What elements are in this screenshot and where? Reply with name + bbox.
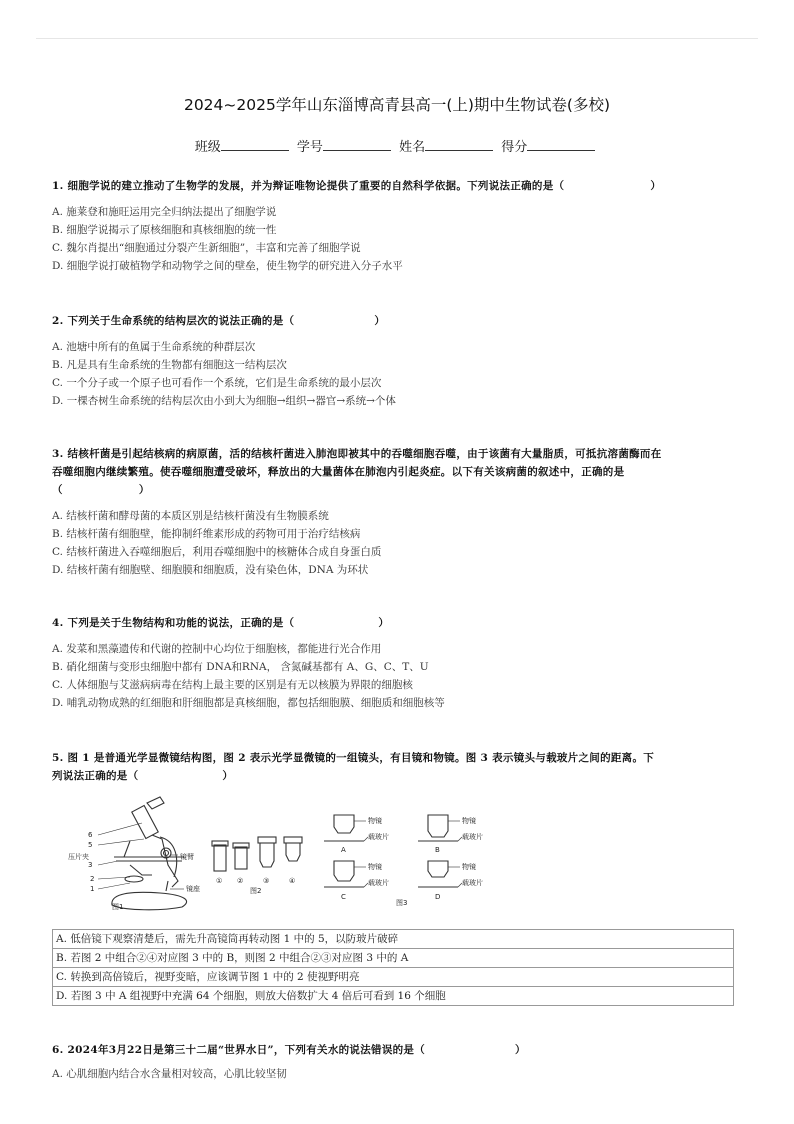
microscope-figures <box>52 795 742 923</box>
fig1-label: 压片夹 <box>68 853 89 861</box>
field-blank-class[interactable] <box>221 138 289 151</box>
fig3-label-a: A <box>341 846 346 854</box>
fig1-label: 镜座 <box>186 885 200 893</box>
question-stem-line-2: 吞噬细胞内继续繁殖。使吞噬细胞遭受破坏，释放出的大量菌体在肺泡内引起炎症。以下有关该病菌的叙述中，正确的是 <box>52 466 625 478</box>
question-3 <box>52 445 742 579</box>
option-c[interactable]: C. 结核杆菌进入吞噬细胞后，利用吞噬细胞中的核糖体合成自身蛋白质 <box>52 546 382 558</box>
field-blank-id[interactable] <box>323 138 391 151</box>
fig3-label-slide: 载玻片 <box>368 879 389 887</box>
fig2-label: ③ <box>263 877 270 885</box>
question-stem-line-3: （ ） <box>52 484 150 496</box>
question-stem: 4. 下列是关于生物结构和功能的说法，正确的是（ ） <box>52 617 390 629</box>
question-stem-line-1: 3. 结核杆菌是引起结核病的病原菌，活的结核杆菌进入肺泡即被其中的吞噬细胞吞噬，由于该菌有大量脂质，可抵抗溶菌酶而在 <box>52 448 662 460</box>
field-label-id: 学号 <box>296 140 323 155</box>
student-info-fields <box>0 136 794 155</box>
question-stem: 1. 细胞学说的建立推动了生物学的发展，并为辩证唯物论提供了重要的自然科学依据。下列说法正确的是（ ） <box>52 180 662 192</box>
question-stem: 2. 下列关于生命系统的结构层次的说法正确的是（ ） <box>52 315 386 327</box>
figure-1-microscope <box>112 797 187 910</box>
option-d[interactable]: D. 结核杆菌有细胞壁、细胞膜和细胞质，没有染色体，DNA 为环状 <box>52 564 369 576</box>
fig1-label: 1 <box>90 885 95 893</box>
question-stem-line-2: 列说法正确的是（ ） <box>52 770 234 782</box>
option-c[interactable]: C. 一个分子或一个原子也可看作一个系统，它们是生命系统的最小层次 <box>52 377 382 389</box>
page-title: 2024~2025学年山东淄博高青县高一(上)期中生物试卷(多校) <box>183 96 611 114</box>
option-c[interactable]: C. 转换到高倍镜后，视野变暗，应该调节图 1 中的 2 使视野明亮 <box>53 968 734 987</box>
question-2 <box>52 312 742 410</box>
fig3-label-c: C <box>341 893 346 901</box>
field-label-score: 得分 <box>501 140 528 155</box>
fig3-label-slide: 载玻片 <box>462 833 483 841</box>
fig3-caption: 图3 <box>396 899 408 907</box>
figure-3-labels <box>341 816 483 907</box>
option-d[interactable]: D. 一棵杏树生命系统的结构层次由小到大为细胞→组织→器官→系统→个体 <box>52 395 396 407</box>
fig2-label: ① <box>216 877 223 885</box>
field-blank-name[interactable] <box>425 138 493 151</box>
question-4 <box>52 614 742 712</box>
option-b[interactable]: B. 若图 2 中组合②④对应图 3 中的 B，则图 2 中组合②③对应图 3 中的 A <box>53 949 734 968</box>
question-stem: 6. 2024年3月22日是第三十二届“世界水日”，下列有关水的说法错误的是（ ） <box>52 1044 526 1056</box>
question-stem-line-1: 5. 图 1 是普通光学显微镜结构图，图 2 表示光学显微镜的一组镜头，有目镜和物镜。图 3 表示镜头与载玻片之间的距离。下 <box>52 752 655 764</box>
field-label-name: 姓名 <box>399 140 426 155</box>
option-d[interactable]: D. 细胞学说打破植物学和动物学之间的壁垒，使生物学的研究进入分子水平 <box>52 260 403 272</box>
option-a[interactable]: A. 结核杆菌和酵母菌的本质区别是结核杆菌没有生物膜系统 <box>52 510 329 522</box>
fig3-label-objective: 物镜 <box>368 817 382 825</box>
fig1-label: 3 <box>88 861 93 869</box>
fig3-label-objective: 物镜 <box>368 863 382 871</box>
fig2-caption: 图2 <box>250 887 262 895</box>
option-a[interactable]: A. 低倍镜下观察清楚后，需先升高镜筒再转动图 1 中的 5，以防玻片破碎 <box>53 930 734 949</box>
question-6 <box>52 1041 742 1083</box>
option-d[interactable]: D. 若图 3 中 A 组视野中充满 64 个细胞，则放大倍数扩大 4 倍后可看到 16 个细胞 <box>53 987 734 1006</box>
option-b[interactable]: B. 结核杆菌有细胞壁，能抑制纤维素形成的药物可用于治疗结核病 <box>52 528 361 540</box>
option-b[interactable]: B. 细胞学说揭示了原核细胞和真核细胞的统一性 <box>52 224 277 236</box>
fig3-label-objective: 物镜 <box>462 863 476 871</box>
option-a[interactable]: A. 施莱登和施旺运用完全归纳法提出了细胞学说 <box>52 206 277 218</box>
fig1-label: 6 <box>88 831 93 839</box>
option-a[interactable]: A. 池塘中所有的鱼属于生命系统的种群层次 <box>52 341 256 353</box>
top-divider <box>36 38 758 39</box>
option-b[interactable]: B. 硝化细菌与变形虫细胞中都有 DNA和RNA， 含氮碱基都有 A、G、C、T、U <box>52 661 429 673</box>
fig1-caption: 图1 <box>112 903 124 911</box>
question-5-options <box>52 929 742 1006</box>
fig2-label: ④ <box>289 877 296 885</box>
field-blank-score[interactable] <box>527 138 595 151</box>
question-1 <box>52 177 742 275</box>
fig3-label-b: B <box>435 846 440 854</box>
fig1-label: 镜臂 <box>180 853 194 861</box>
fig3-label-slide: 载玻片 <box>368 833 389 841</box>
figure-2-labels <box>216 877 295 895</box>
fig3-label-d: D <box>435 893 441 901</box>
options-table <box>52 929 734 1006</box>
option-c[interactable]: C. 魏尔肖提出“细胞通过分裂产生新细胞”，丰富和完善了细胞学说 <box>52 242 361 254</box>
figure-1-labels <box>68 823 200 911</box>
field-label-class: 班级 <box>194 140 221 155</box>
option-d[interactable]: D. 哺乳动物成熟的红细胞和肝细胞都是真核细胞，都包括细胞膜、细胞质和细胞核等 <box>52 697 445 709</box>
option-a[interactable]: A. 心肌细胞内结合水含量相对较高，心肌比较坚韧 <box>52 1068 287 1080</box>
fig3-label-objective: 物镜 <box>462 817 476 825</box>
fig2-label: ② <box>237 877 244 885</box>
option-b[interactable]: B. 凡是具有生命系统的生物都有细胞这一结构层次 <box>52 359 287 371</box>
option-c[interactable]: C. 人体细胞与艾滋病病毒在结构上最主要的区别是有无以核膜为界限的细胞核 <box>52 679 413 691</box>
fig1-label: 5 <box>88 841 93 849</box>
figure-2-lenses <box>212 837 302 871</box>
fig1-label: 2 <box>90 875 95 883</box>
fig3-label-slide: 载玻片 <box>462 879 483 887</box>
option-a[interactable]: A. 发菜和黑藻遗传和代谢的控制中心均位于细胞核，都能进行光合作用 <box>52 643 382 655</box>
question-5 <box>52 749 742 785</box>
